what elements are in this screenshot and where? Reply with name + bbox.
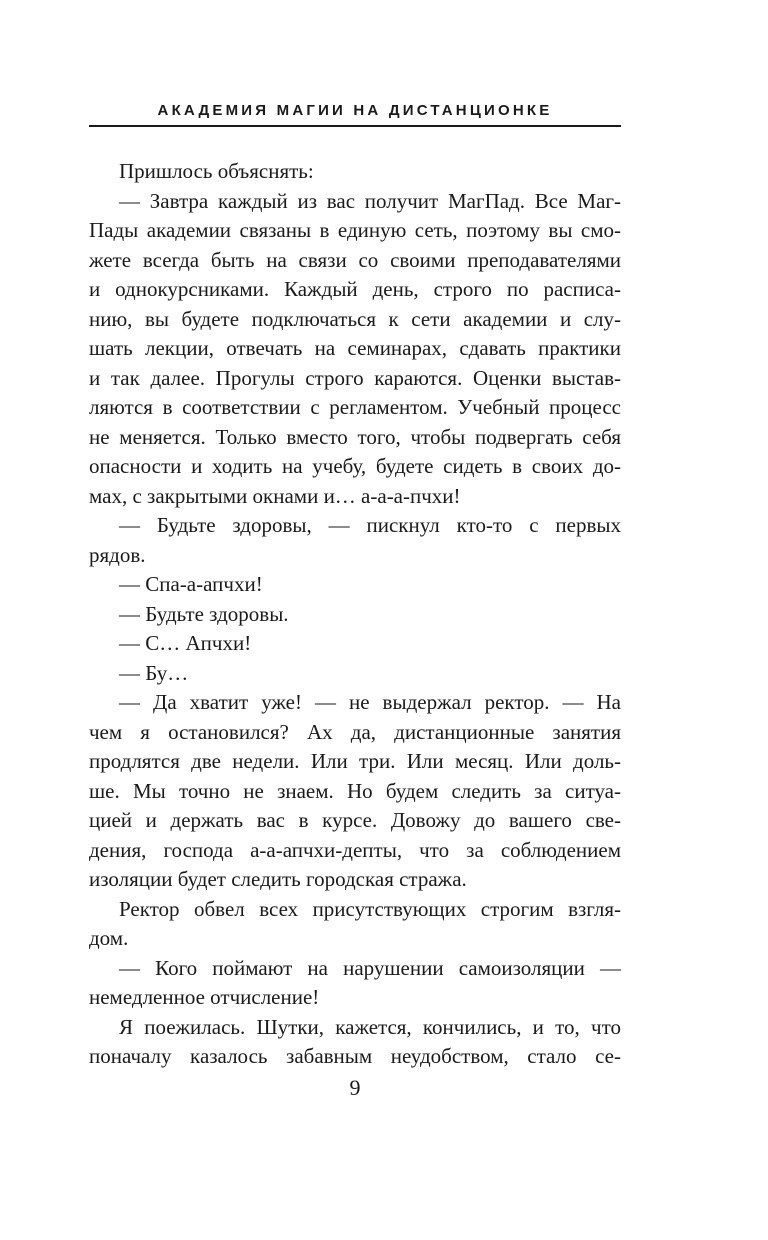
text-line: ляются в соответствии с регламентом. Учебный процесс xyxy=(89,395,621,419)
header-rule xyxy=(89,125,621,127)
page-number: 9 xyxy=(349,1075,361,1100)
text-line: Пады академии связаны в единую сеть, поэтому вы смо- xyxy=(89,218,621,242)
text-line: шать лекции, отвечать на семинарах, сдавать практики xyxy=(89,336,621,360)
text-line: опасности и ходить на учебу, будете сидеть в своих до- xyxy=(89,454,621,478)
text-line: дом. xyxy=(89,926,129,950)
text-line: нию, вы будете подключаться к сети академии и слу- xyxy=(89,306,621,331)
text-line: немедленное отчисление! xyxy=(89,985,320,1009)
text-line: — Завтра каждый из вас получит МагПад. Все Маг- xyxy=(119,188,621,213)
text-line: цией и держать вас в курсе. Довожу до вашего све- xyxy=(89,808,621,832)
text-line: — Да хватит уже! — не выдержал ректор. — На xyxy=(119,690,621,714)
text-line: и однокурсниками. Каждый день, строго по расписа- xyxy=(89,277,621,301)
text-line: мах, с закрытыми окнами и… а-а-а-пчхи! xyxy=(89,483,461,508)
text-line: Я поежилась. Шутки, кажется, кончились, и то, что xyxy=(119,1014,621,1039)
text-line: — Спа-а-апчхи! xyxy=(119,572,263,596)
text-line: изоляции будет следить городская стража. xyxy=(89,867,467,891)
text-line: — С… Апчхи! xyxy=(119,631,252,655)
text-line: — Будьте здоровы, — пискнул кто-то с первых xyxy=(119,513,621,537)
text-line: — Кого поймают на нарушении самоизоляции — xyxy=(119,955,621,980)
text-line: и так далее. Прогулы строго караются. Оценки выстав- xyxy=(89,365,621,390)
text-line: — Будьте здоровы. xyxy=(119,601,289,626)
text-line: продлятся две недели. Или три. Или месяц. Или доль- xyxy=(89,749,621,773)
text-line: Пришлось объяснять: xyxy=(119,159,314,183)
text-line: не меняется. Только вместо того, чтобы подвергать себя xyxy=(89,424,621,449)
text-line: рядов. xyxy=(89,542,146,567)
text-line: Ректор обвел всех присутствующих строгим взгля- xyxy=(119,896,621,921)
text-line: жете всегда быть на связи со своими преподавателями xyxy=(89,247,621,272)
text-line: дения, господа а-а-апчхи-депты, что за соблюдением xyxy=(89,837,621,862)
text-line: поначалу казалось забавным неудобством, стало се- xyxy=(89,1044,621,1068)
body-text xyxy=(89,157,621,1072)
running-title: АКАДЕМИЯ МАГИИ НА ДИСТАНЦИОНКЕ xyxy=(157,102,553,119)
text-line: ше. Мы точно не знаем. Но будем следить за ситуа- xyxy=(89,778,621,803)
text-line: чем я остановился? Ах да, дистанционные занятия xyxy=(89,719,621,744)
text-line: — Бу… xyxy=(119,660,189,685)
